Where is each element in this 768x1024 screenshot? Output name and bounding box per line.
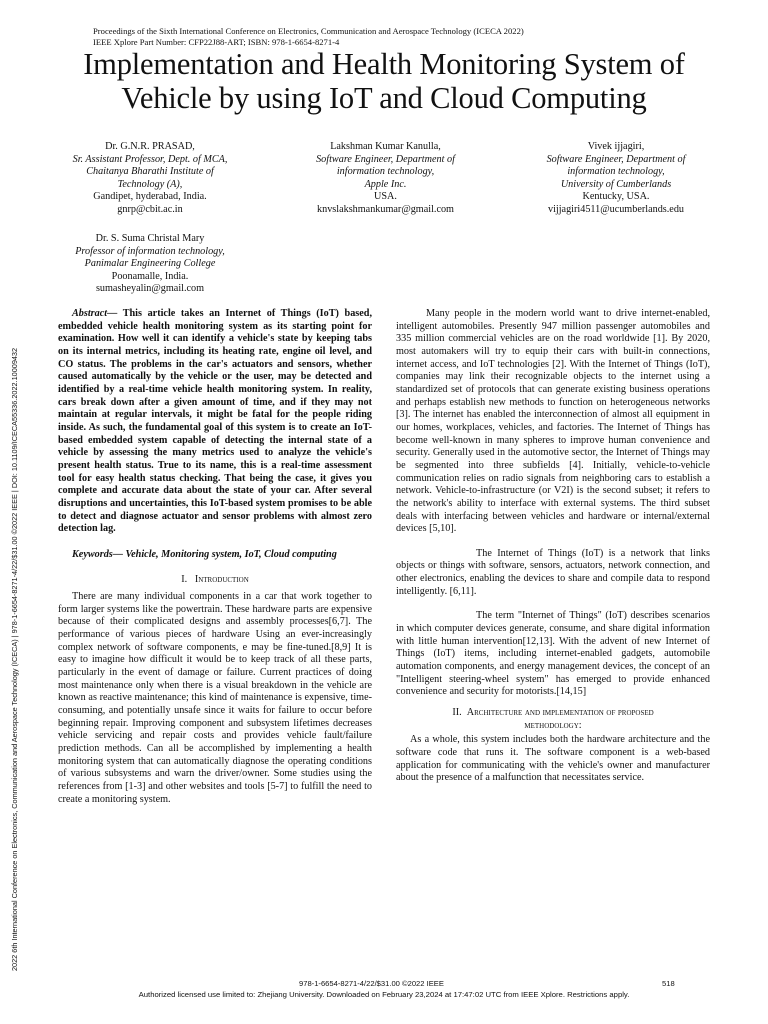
section-title: Introduction: [194, 574, 249, 586]
author-role: Sr. Assistant Professor, Dept. of MCA,: [72, 153, 228, 165]
intro-paragraph: There are many individual components in a car that work together to form larger systems like the powertrain. These hardware parts are expensive because of their complicated designs and assembly processes[6,7]. The performance of various pieces of hardware Using an ever-increasingly complex network of software components, e may be fine-tuned.[8,9] It is easy to imagine how difficult it would be to keep track of all these parts, particularly in the event of damage or failure. Current practices of doing most maintenance only when there is a visual breakdown in the vehicle are known as reactive maintenance; this kind of maintenance is expensive, time-consuming, and potentially unsafe since it waits for failure to occur before beginning repair. Improving component and subsystem lifetimes decreases vehicle servicing and repair costs and provides vehicle fault/failure prediction methods. Can all be accomplished by implementing a health monitoring system that can automatically diagnose the operating conditions of various subsystems and warn the driver/owner. Some studies using the references from [1-3] and other websites and tools [5-7] to fulfill the need to create a monitoring system.: [58, 591, 372, 805]
left-column: [58, 308, 372, 806]
author-location: Gandipet, hyderabad, India.: [93, 191, 207, 203]
author-org: information technology,: [567, 166, 665, 178]
keywords: Keywords— Vehicle, Monitoring system, IoT, Cloud computing: [72, 548, 337, 560]
title-line-2: Vehicle by using IoT and Cloud Computing: [121, 81, 647, 115]
footer-license: Authorized licensed use limited to: Zhejiang University. Downloaded on February 23,2024 at 17:47:02 UTC from IEEE Xplore. Restrictions apply.: [138, 990, 630, 999]
section-heading-introduction: [58, 574, 372, 587]
author-4: [50, 233, 250, 296]
author-email: gnrp@cbit.ac.in: [117, 203, 183, 215]
title-line-1: Implementation and Health Monitoring System of: [83, 47, 685, 81]
author-role: Professor of information technology,: [75, 245, 225, 257]
section-heading-architecture: [396, 707, 710, 720]
abstract-label: Abstract—: [72, 308, 118, 319]
abstract: [58, 308, 372, 536]
body-paragraph: The Internet of Things (IoT) is a network that links objects or things with software, sensors, actuators, network connection, and other electronics, enabling the devices to share and compile data to respond intelligently. [6,11].: [396, 547, 710, 597]
author-org: information technology,: [336, 166, 435, 178]
author-name: Dr. G.N.R. PRASAD,: [105, 141, 195, 152]
section-title-continued: methodology:: [524, 719, 582, 731]
author-name: Vivek ijjagiri,: [587, 141, 645, 152]
header-line-1: Proceedings of the Sixth International Conference on Electronics, Communication and Aerospace Technology (ICECA 2022): [93, 26, 524, 36]
section-title: Architecture and implementation of proposed: [466, 707, 654, 719]
author-email: vijjagiri4511@ucumberlands.edu: [547, 203, 685, 215]
author-location: Kentucky, USA.: [582, 191, 650, 203]
abstract-text: This article takes an Internet of Things (IoT) based, embedded vehicle health monitoring system as its starting point for examination. How well it can identify a vehicle's state by keeping tabs on its internal metrics, including its heating rate, engine oil level, and CO status. The problems in the car's actuators and sensors, whether caused automatically by the vehicle or the user, may be detected and identified by a real-time vehicle health monitoring system. In reality, cars break down after a given amount of time, and if they may not maintain at regular intervals, it might be fatal for the people riding inside. As such, the fundamental goal of this system is to create an IoT-based embedded system capable of detecting the internal state of a vehicle by assessing the many metrics used to analyze the vehicle's present health status. True to its name, this is a real-time assessment tool for easy health status checking. That being the case, it gives you complete and accurate data about the state of your car. After several disruptions and uncertainties, this IoT-based system promises to be able to detect and diagnose actuator and sensor problems with almost zero detection lag.: [58, 308, 372, 535]
section-number: II.: [452, 707, 462, 719]
author-org: Apple Inc.: [364, 178, 407, 190]
paper-title: [0, 47, 768, 115]
side-citation: 2022 6th International Conference on Electronics, Communication and Aerospace Technology (ICECA) | 978-1-6654-8271-4/22/$31.00 ©2022 IEEE | DOI: 10.1109/ICECA55336.2022.10009432: [10, 347, 19, 971]
body-paragraph: As a whole, this system includes both the hardware architecture and the software code that runs it. The software component is a web-based application for communicating with the vehicle's owner and manufacturer about the presence of a malfunction that necessitates service.: [396, 734, 710, 784]
author-name: Dr. S. Suma Christal Mary: [95, 233, 205, 244]
right-column: [396, 308, 710, 785]
author-role: Software Engineer, Department of: [546, 153, 686, 165]
header-line-2: IEEE Xplore Part Number: CFP22J88-ART; ISBN: 978-1-6654-8271-4: [93, 37, 340, 47]
author-role: Software Engineer, Department of: [316, 153, 455, 165]
author-3: [516, 141, 716, 217]
author-location: Poonamalle, India.: [111, 270, 189, 282]
author-org: Panimalar Engineering College: [84, 258, 216, 270]
author-org: Chaitanya Bharathi Institute of: [86, 166, 214, 178]
copyright-code: 978-1-6654-8271-4/22/$31.00 ©2022 IEEE: [299, 979, 444, 988]
author-location: USA.: [374, 191, 397, 203]
author-email: knvslakshmankumar@gmail.com: [317, 203, 454, 215]
author-org: University of Cumberlands: [560, 178, 672, 190]
conference-header: [93, 26, 524, 48]
author-2: [283, 141, 488, 217]
author-name: Lakshman Kumar Kanulla,: [330, 141, 441, 152]
page-number: 518: [662, 979, 675, 988]
author-1: [50, 141, 250, 217]
section-number: I.: [181, 574, 188, 586]
author-email: sumasheyalin@gmail.com: [95, 283, 205, 295]
author-org: Technology (A),: [117, 178, 183, 190]
body-paragraph: The term "Internet of Things" (IoT) describes scenarios in which computer devices generate, consume, and share digital information with little human intervention[12,13]. With the advent of new Internet of Things (IoT) items, including internet-enabled gadgets, automobile automation components, and energy management devices, the concept of an "Intelligent steering-wheel system" has emerged to provide enhanced convenience and security for motorists.[14,15]: [396, 610, 710, 698]
body-paragraph: Many people in the modern world want to drive internet-enabled, intelligent automobiles. Presently 947 million passenger automobiles and 335 million commercial vehicles are on the road worldwide [1]. By 2020, most automakers will try to equip their cars with built-in connections, internet access, and IoT technologies [2]. With the Internet of Things (IoT), companies may link their recognizable objects to the internet using a standardized set of protocols that can generate existing business operations and perhaps establish new methods to function on heterogeneous networks [3]. The internet has enabled the interconnection of almost all equipment in our homes, workplaces, vehicles, and factories. The Internet of Things has become well-known in many spheres to improve human convenience and security. Generally used in the automotive sector, the Internet of Things may be segmented into three subfields [4]. Initially, vehicle-to-vehicle communication relies on radio signals from neighboring cars to establish a network. Vehicle-to-infrastructure (or V2I) is the second subset; it refers to the network's ability to interface with external systems. The third subset deals with interfacing between vehicles and hardware or internal/external devices [5,10].: [396, 308, 710, 535]
